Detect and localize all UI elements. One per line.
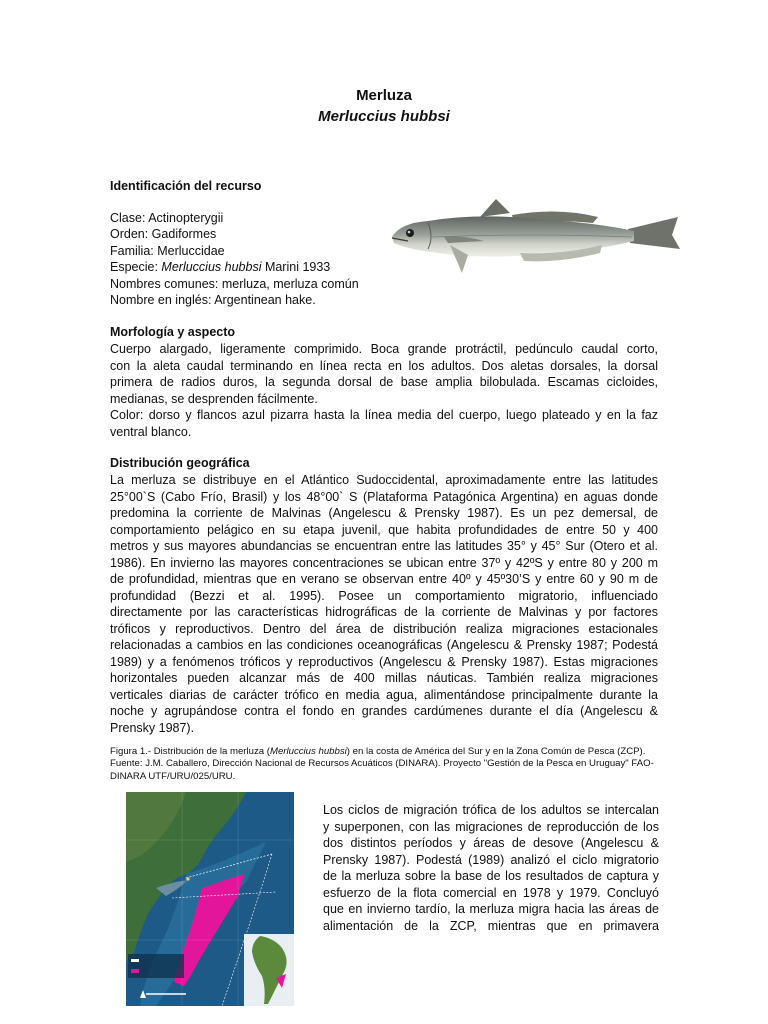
text-line: La merluza se distribuye en el Atlántico Sudoccidental, aproximadamente entre las latitudes: [110, 473, 658, 487]
page-subtitle: Merluccius hubbsi: [318, 108, 450, 125]
orden-line: Orden: Gadiformes: [110, 227, 217, 241]
text-line: ventral blanco.: [110, 424, 192, 439]
caption-rest: ) en la costa de América del Sur y en la Zona Común de Pesca (ZCP). Fuente: J.M. Caballero, Dirección Nacional de Recursos Acuáticos (DINARA). Proyecto "Gestión de la Pesca en Uruguay" FAO-DINARA UTF/URU/025/URU.: [110, 746, 654, 782]
text-line: de la merluza sobre la base de los resultados de captura y: [323, 869, 659, 883]
distribucion-paragraph: [110, 472, 658, 736]
figure-caption: [110, 746, 670, 783]
morfologia-paragraph: [110, 341, 658, 440]
nombre-ingles-line: Nombre en inglés: Argentinean hake.: [110, 293, 316, 307]
text-line: Prensky 1987).: [110, 720, 195, 735]
nombres-comunes-line: Nombres comunes: merluza, merluza común: [110, 277, 359, 291]
text-line: relacionadas a cambios en las condiciones oceanográficas (Angelescu & Prensky 1987; Podestá: [110, 638, 658, 652]
text-line: verticales diarias de carácter trófico en media agua, alimentándose principalmente durante la: [110, 687, 658, 702]
especie-line: [110, 259, 330, 276]
especie-author: Marini 1933: [261, 260, 331, 274]
text-line: Color: dorso y flancos azul pizarra hasta la línea media del cuerpo, luego plateado y en la faz: [110, 408, 658, 422]
caption-prefix: Figura 1.- Distribución de la merluza (: [110, 746, 270, 757]
section-heading-identificacion: Identificación del recurso: [110, 179, 262, 193]
clase-line: Clase: Actinopterygii: [110, 211, 224, 225]
text-line: dos distintos períodos y áreas de desove (Angelescu &: [323, 836, 659, 850]
hake-fish-image: [388, 193, 684, 289]
section-heading-distribucion: Distribución geográfica: [110, 456, 250, 470]
text-line: comportamiento pelágico en su etapa juvenil, que habita profundidades de entre 50 y 400: [110, 522, 658, 537]
text-line: con la aleta caudal terminando en línea recta en los adultos. Dos aletas dorsales, la dorsal: [110, 358, 658, 373]
especie-label: Especie:: [110, 260, 162, 274]
familia-line: Familia: Merluccidae: [110, 244, 225, 258]
text-line: medianas, se desprenden fácilmente.: [110, 391, 318, 406]
text-line: esfuerzo de la flota comercial en 1978 y 1979. Concluyó: [323, 885, 659, 900]
ciclos-paragraph: [323, 802, 659, 934]
text-line: predomina la corriente de Malvinas (Angelescu & Prensky 1987). Es un pez demersal, de: [110, 506, 658, 520]
caption-species: Merluccius hubbsi: [269, 746, 347, 757]
text-line: Cuerpo alargado, ligeramente comprimido. Boca grande protráctil, pedúnculo caudal corto,: [110, 342, 658, 356]
text-line: 1986). En invierno las mayores concentraciones se ubican entre 37º y 42ºS y entre 80 y 200 m: [110, 555, 658, 570]
distribution-map-image: [126, 792, 294, 1006]
text-line: noche y agrupándose contra el fondo en grandes cardúmenes durante el día (Angelescu &: [110, 704, 658, 718]
text-line: primera de radios duros, la segunda dorsal de base amplia bilobulada. Escamas cicloides,: [110, 375, 658, 389]
section-heading-morfologia: Morfología y aspecto: [110, 325, 236, 339]
especie-name: Merluccius hubbsi: [161, 260, 262, 274]
text-line: 1989) y a fenómenos tróficos y reproductivos (Angelescu & Prensky 1987). Estas migraciones: [110, 654, 658, 669]
text-line: de profundidad, mientras que en verano se observan entre 40º y 45º30’S y entre 60 y 90 m de: [110, 572, 658, 586]
text-line: 25°00`S (Cabo Frío, Brasil) y los 48°00` S (Plataforma Patagónica Argentina) en aguas donde: [110, 489, 658, 504]
text-line: horizontales pueden alcanzar más de 400 millas náuticas. También realiza migraciones: [110, 671, 658, 685]
text-line: tróficos y reproductivos. Dentro del área de distribución realiza migraciones estacionales: [110, 621, 658, 636]
text-line: que en invierno tardío, la merluza migra hacia las áreas de: [323, 902, 659, 916]
text-line: profundidad (Bezzi et al. 1995). Posee un comportamiento migratorio, influenciado: [110, 588, 658, 603]
page-title: Merluza: [356, 87, 412, 104]
text-line: Prensky 1987). Podestá (1989) analizó el ciclo migratorio: [323, 852, 659, 867]
text-line: Los ciclos de migración trófica de los adultos se intercalan: [323, 803, 659, 817]
text-line: directamente por las características hidrográficas de la corriente de Malvinas y por factores: [110, 605, 658, 619]
text-line: metros y sus mayores abundancias se encuentran entre las latitudes 35° y 45° Sur (Otero et al.: [110, 539, 658, 553]
text-line: alimentación de la ZCP, mientras que en primavera: [323, 918, 659, 933]
text-line: y superponen, con las migraciones de reproducción de los: [323, 819, 659, 834]
